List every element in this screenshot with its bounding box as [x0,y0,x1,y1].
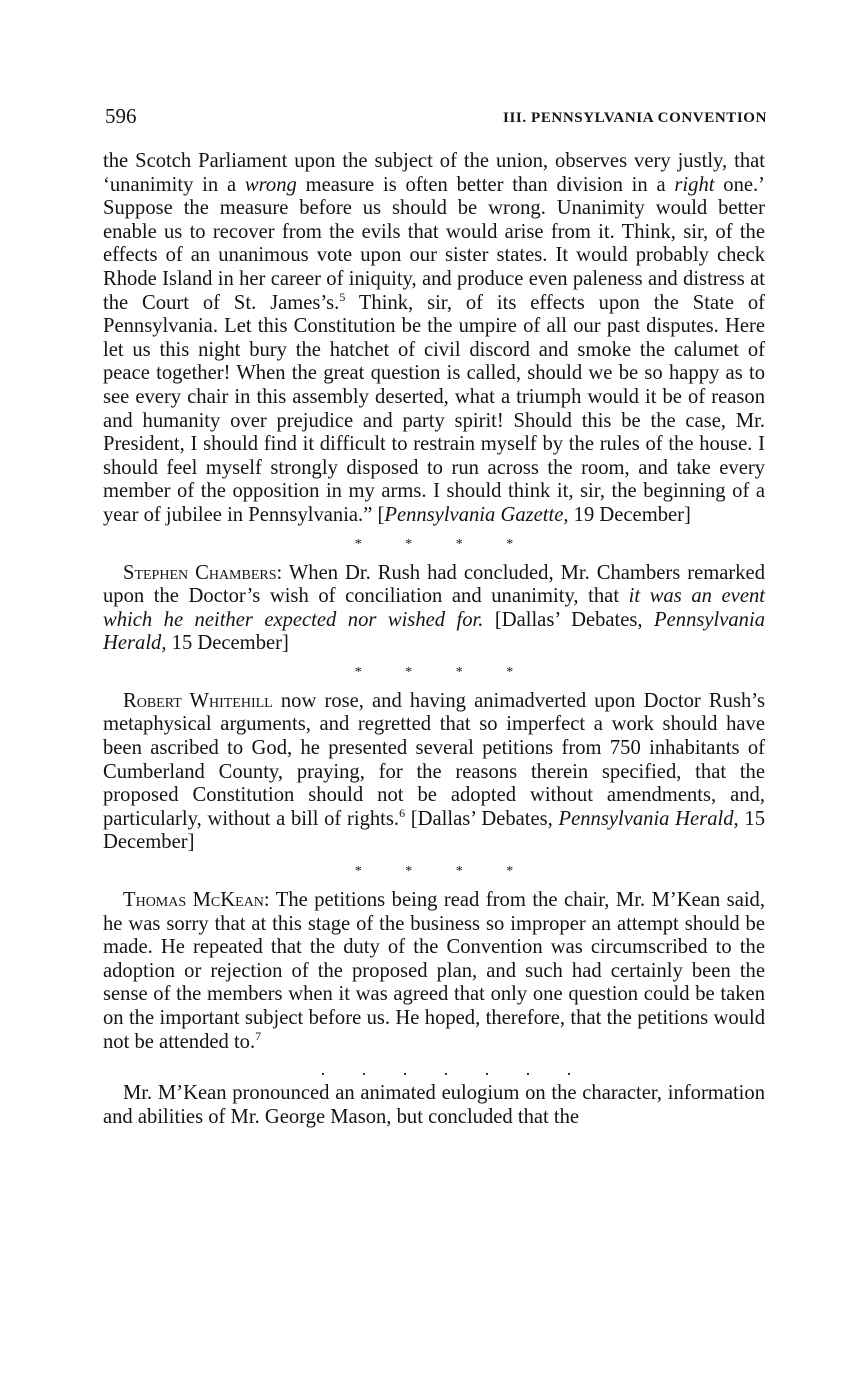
section-separator: * * * * [354,864,534,880]
footnote-marker: 7 [255,1028,262,1043]
body-text [103,150,765,1129]
italic-run: right [674,173,715,196]
footnote-marker: 6 [399,805,406,820]
page-header [105,104,767,134]
speaker-name: Stephen Chambers [123,561,277,584]
text-run: Mr. M’Kean pronounced an animated eulogium on the character, information and abilities of Mr. George Mason, but concluded that the [103,1082,765,1128]
paragraph-rush-speech [103,150,765,528]
text-run: Think, sir, of its effects upon the State of Pennsylvania. Let this Constitution be the umpire of all our past disputes. Here let us this night bury the hatchet of civil discord and smoke the calumet of peace together! When the great question is called, should we be so happy as to see every chair in this assembly deserted, what a triumph would it be of reason and humanity over prejudice and party spirit! Should this be the case, Mr. President, I should find it difficult to restrain myself by the rules of the house. I should feel myself strongly disposed to run across the room, and take every member of the opposition in my arms. I should think it, sir, the beginning of a year of jubilee in Pennsylvania.” [ [103,291,766,526]
section-separator: * * * * [354,664,534,680]
italic-source: Pennsylvania Herald, [103,608,765,655]
speaker-name: Robert Whitehill [123,689,273,712]
footnote-marker: 5 [339,289,346,304]
text-run: : When Dr. Rush had concluded, Mr. Chambers remarked upon the Doctor’s wish of conciliation and unanimity, that [103,561,765,608]
paragraph-mckean [103,889,765,1054]
text-run: : The petitions being read from the chair, Mr. M’Kean said, he was sorry that at this stage of the business so improper an attempt should be made. He repeated that the duty of the Convention was circumscribed to the adoption or rejection of the proposed plan, and such had certainly been the sense of the members when it was agreed that only one question could be taken on the important subject before us. He hoped, therefore, that the petitions would not be attended to. [103,889,765,1053]
text-run: 15 December] [166,632,289,655]
speaker-name: Thomas McKean [123,889,264,912]
page-number: 596 [105,104,137,128]
running-head: III. PENNSYLVANIA CONVENTION [503,110,767,126]
text-run: now rose, and having animadverted upon Doctor Rush’s metaphysical arguments, and regretted that so imperfect a work should have been ascribed to God, he presented several petitions from 750 inhabitants of Cumberland County, praying, for the reasons therein specified, that the proposed Constitution should not be adopted without amendments, and, particularly, without a bill of rights. [103,689,765,830]
text-run: one.’ Suppose the measure before us should be wrong. Unanimity would better enable us to recover from the evils that would arise from it. Think, sir, of the effects of an unanimous vote upon our sister states. It would probably check Rhode Island in her career of iniquity, and produce even paleness and distress at the Court of St. James’s. [103,173,766,314]
text-run: 15 December] [103,807,765,854]
italic-source: Pennsylvania Gazette, [384,503,569,526]
text-run: [Dallas’ Debates, [405,807,559,830]
ellipsis-separator: . . . . . . . [320,1059,588,1080]
text-run: 19 December] [568,503,691,526]
italic-run: it was an event which he neither expected nor wished for. [103,585,765,631]
text-run: [Dallas’ Debates, [483,608,655,631]
text-run: measure is often better than division in a [296,173,675,196]
text-run: the Scotch Parliament upon the subject of the union, observes very justly, that ‘unanimity in a [103,150,765,196]
paragraph-chambers [103,562,765,656]
italic-run: wrong [244,173,297,196]
paragraph-whitehill [103,690,765,855]
section-separator: * * * * [354,536,534,552]
paragraph-mckean-eulogium [103,1082,765,1129]
italic-source: Pennsylvania Herald, [558,807,739,830]
